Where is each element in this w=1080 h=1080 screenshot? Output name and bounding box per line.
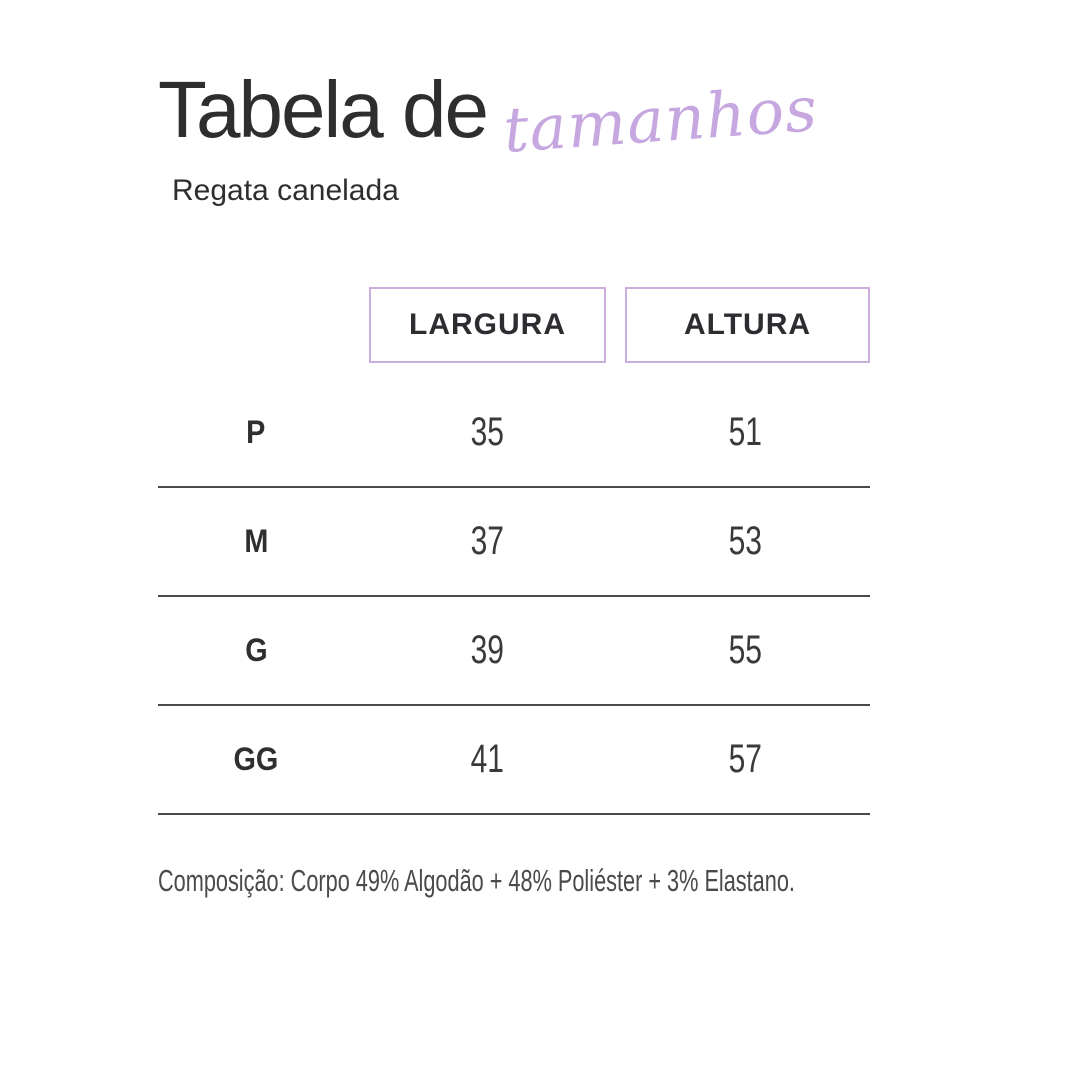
largura-value-text: 35 xyxy=(470,410,504,454)
page-title xyxy=(158,65,821,167)
size-label-text: P xyxy=(246,414,266,450)
altura-value xyxy=(620,737,870,782)
size-label xyxy=(158,523,354,560)
table-row-m xyxy=(158,488,870,597)
altura-value-text: 57 xyxy=(728,737,762,781)
title-script-text: tamanhos xyxy=(501,72,821,167)
largura-value-text: 39 xyxy=(470,628,504,672)
altura-value xyxy=(620,519,870,564)
altura-value-text: 51 xyxy=(728,410,762,454)
column-header-largura xyxy=(369,287,606,363)
table-row-g xyxy=(158,597,870,706)
product-subtitle: Regata canelada xyxy=(172,174,399,207)
altura-value-text: 53 xyxy=(728,519,762,563)
altura-value xyxy=(620,410,870,455)
size-label xyxy=(158,632,354,669)
size-table xyxy=(158,379,870,815)
title-main-text: Tabela de xyxy=(158,65,487,154)
table-row-p xyxy=(158,379,870,488)
size-label-text: G xyxy=(244,632,268,668)
size-label xyxy=(158,741,354,778)
composition-note xyxy=(158,862,1068,899)
largura-value xyxy=(354,628,620,673)
largura-value xyxy=(354,519,620,564)
column-header-altura-label: ALTURA xyxy=(683,308,812,341)
table-row-gg xyxy=(158,706,870,815)
largura-value-text: 37 xyxy=(470,519,504,563)
size-label xyxy=(158,414,354,451)
composition-note-text: Composição: Corpo 49% Algodão + 48% Poliéster + 3% Elastano. xyxy=(158,863,795,898)
altura-value-text: 55 xyxy=(728,628,762,672)
size-label-text: M xyxy=(244,523,268,559)
size-label-text: GG xyxy=(233,741,279,777)
largura-value xyxy=(354,410,620,455)
column-header-altura xyxy=(625,287,870,363)
largura-value xyxy=(354,737,620,782)
column-header-largura-label: LARGURA xyxy=(409,308,566,341)
largura-value-text: 41 xyxy=(470,737,504,781)
altura-value xyxy=(620,628,870,673)
